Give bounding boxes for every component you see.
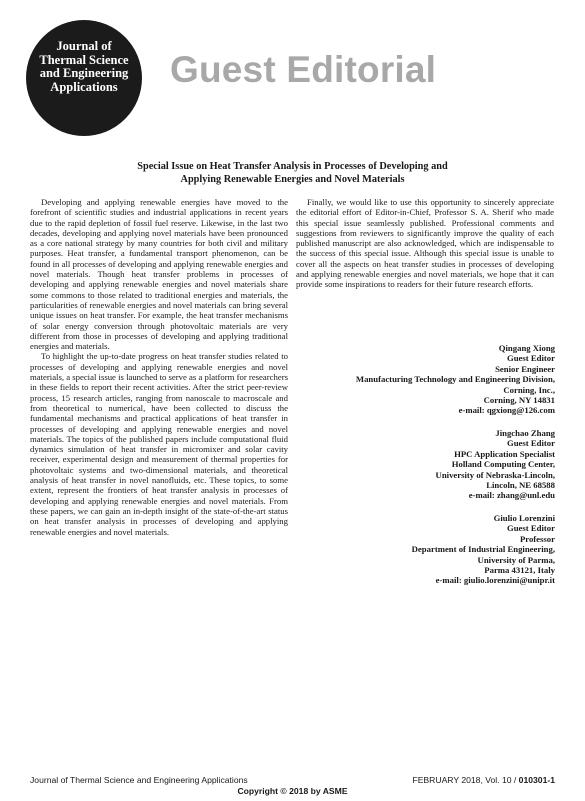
logo-line: and Engineering: [39, 66, 129, 80]
editor-org: Manufacturing Technology and Engineering Division,: [355, 374, 555, 385]
editor-position: HPC Application Specialist: [454, 448, 555, 459]
editor-position: Senior Engineer: [495, 363, 555, 374]
article-title-line: Applying Renewable Energies and Novel Materials: [180, 174, 405, 185]
footer-copyright: Copyright © 2018 by ASME: [237, 786, 348, 796]
logo-line: Journal of: [56, 39, 112, 53]
editor-email: e-mail: zhang@unl.edu: [468, 490, 555, 501]
editor-role: Guest Editor: [506, 353, 555, 364]
editor-role: Guest Editor: [506, 438, 555, 449]
editor-email: e-mail: qgxiong@126.com: [458, 405, 555, 416]
logo-line: Thermal Science: [39, 52, 129, 67]
editor-address: Lincoln, NE 68588: [486, 480, 555, 491]
editor-org: Department of Industrial Engineering,: [411, 544, 555, 555]
journal-logo-text: [26, 40, 142, 94]
footer-separator: /: [513, 775, 517, 785]
body-paragraph: Finally, we would like to use this opportunity to sincerely appreciate the editorial effort of Editor-in-Chief, Professor S. A. Sherif who made this special issue seamlessly published. Professional comments and suggestions from reviewers to significantly improve the quality of each published manuscript are also acknowledged, which are indispensable to the success of this special issue. Although this special issue is unable to cover all the aspects on heat transfer studies in processes of developing and applying renewable energies and novel materials, we hope that it can provide some inspirations to readers for their future research efforts.: [296, 197, 554, 290]
editor-address: Parma 43121, Italy: [484, 565, 555, 576]
editor-name: Qingang Xiong: [498, 343, 555, 353]
body-paragraph: Developing and applying renewable energies have moved to the forefront of scientific studies and industrial applications in recent years due to the rapid depletion of fossil fuel reserve. Likewise, in the last two decades, developing and applying novel materials have been pronounced as a core national strategy by many countries for both civil and military purposes. Heat transfer, a fundamental transport phenomenon, can be found in all processes of developing and applying renewable energies and novel materials. Though heat transfer problems in processes of developing and applying renewable energies and novel materials share some commons to those related to traditional energies and materials, the particularities of renewable energies and novel materials can bring several unique issues on heat transfer. For example, the heat transfer mechanisms of solar energy conversion through photovoltaic materials are very different from those in processes of developing and applying traditional energies and materials.: [30, 197, 288, 352]
editor-name: Jingchao Zhang: [495, 428, 555, 438]
article-title: [60, 160, 525, 186]
editor-position: Professor: [519, 533, 555, 544]
footer-journal-name: Journal of Thermal Science and Engineering Applications: [30, 775, 248, 785]
editor-block: [255, 343, 555, 416]
footer-issue-date: FEBRUARY 2018, Vol. 10: [412, 775, 512, 785]
editor-address: Corning, NY 14831: [483, 395, 555, 406]
footer-page-number: 010301-1: [518, 775, 555, 785]
editor-block: [255, 513, 555, 586]
section-heading: Guest Editorial: [170, 49, 437, 90]
right-column: [296, 197, 554, 290]
left-column: [30, 197, 288, 537]
editor-name: Giulio Lorenzini: [493, 513, 555, 523]
editor-email: e-mail: giulio.lorenzini@unipr.it: [435, 575, 555, 586]
editor-role: Guest Editor: [506, 523, 555, 534]
editor-org-2: University of Nebraska-Lincoln,: [435, 469, 555, 480]
editor-block: [255, 428, 555, 501]
editor-org: Holland Computing Center,: [451, 459, 555, 470]
article-title-line: Special Issue on Heat Transfer Analysis in Processes of Developing and: [137, 161, 448, 172]
body-paragraph: To highlight the up-to-date progress on heat transfer studies related to processes of developing and applying renewable energies and novel materials, a special issue is launched to serve as a platform for researchers in these fields to report their recent activities. After the strict peer-review process, 15 research articles, ranging from nanoscale to macroscale and from theoretical to numerical, have been collected to discuss the fundamental mechanisms and practical applications of heat transfer in processes of developing and applying renewable energies and novel materials. The topics of the published papers include computational fluid dynamics simulation of heat transfer in micromixer and solar cavity receiver, experimental design and measurement of thermal properties for photovoltaic systems and two-dimensional materials, and theoretical analysis of heat transfer in novel nanofluids, etc. These topics, to some extent, represent the frontiers of heat transfer analysis in processes of developing and applying renewable energies and novel materials. From these papers, we can gain an in-depth insight of the state-of-the-art status on heat transfer analysis in processes of developing and applying renewable energies and novel materials.: [30, 351, 288, 537]
logo-line: Applications: [50, 79, 118, 94]
footer-issue-info: [412, 775, 555, 786]
editor-org-2: Corning, Inc.,: [503, 384, 555, 395]
editor-org-2: University of Parma,: [477, 554, 555, 565]
